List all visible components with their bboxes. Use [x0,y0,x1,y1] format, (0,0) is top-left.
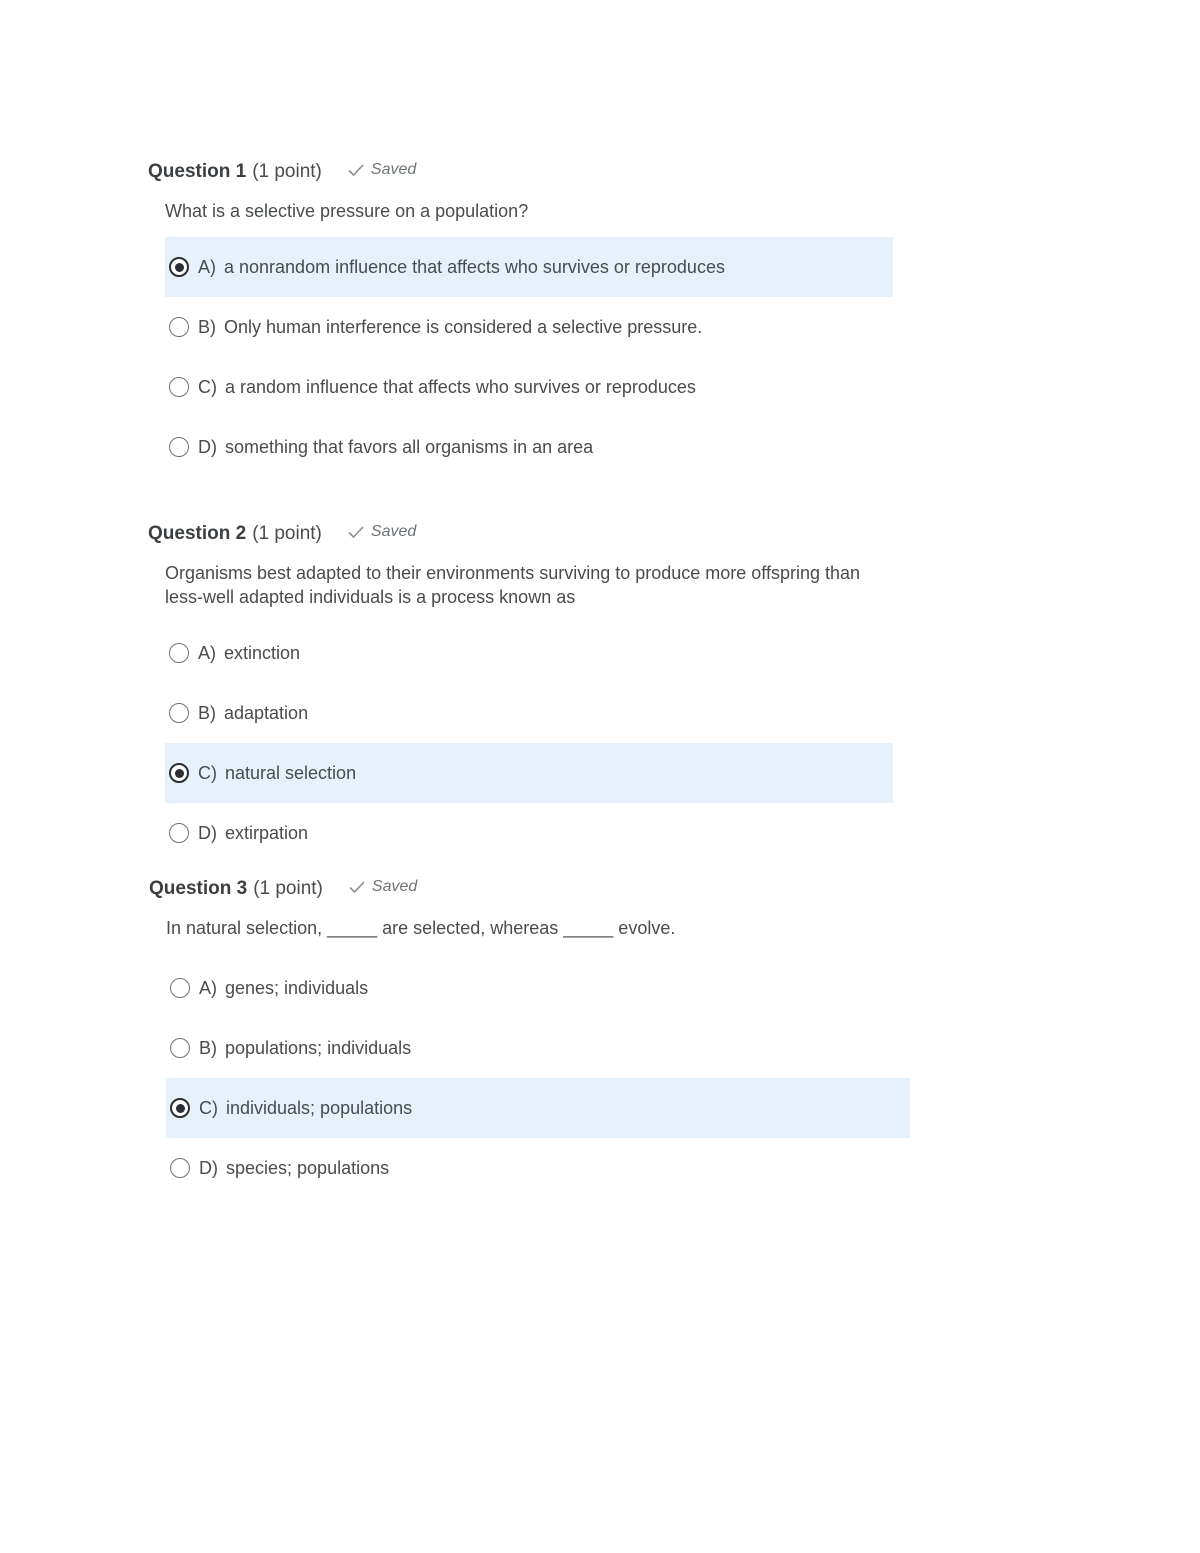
option-letter: D) [198,822,217,843]
saved-label: Saved [370,161,417,178]
option-letter: C) [198,762,217,783]
option-letter: C) [198,376,217,397]
saved-label: Saved [370,523,417,540]
check-icon [348,525,364,539]
radio-icon[interactable] [169,763,189,783]
options-list [165,623,895,863]
option-d[interactable] [166,1138,910,1198]
option-text: genes; individuals [225,977,369,998]
saved-status [349,878,417,896]
option-text: a nonrandom influence that affects who survives or reproduces [224,256,725,277]
saved-status [348,161,416,179]
option-text: Only human interference is considered a selective pressure. [224,316,703,337]
radio-icon[interactable] [169,317,189,337]
question-points: (1 point) [252,161,322,182]
radio-dot [175,769,184,778]
option-text: extinction [224,642,301,663]
option-letter: A) [198,642,216,663]
option-a[interactable] [165,237,893,297]
question-text: In natural selection, _____ are selected, whereas _____ evolve. [166,918,676,938]
option-letter: A) [198,256,216,277]
option-text: a random influence that affects who survives or reproduces [225,376,696,397]
check-icon [348,163,364,177]
option-c[interactable] [166,1078,910,1138]
radio-icon[interactable] [169,377,189,397]
question-title: Question 3 [149,878,248,899]
option-text: individuals; populations [226,1097,413,1118]
question-3 [149,878,910,1198]
option-text: something that favors all organisms in an area [225,436,594,457]
option-text: extirpation [225,822,309,843]
option-letter: D) [198,436,217,457]
radio-dot [176,1104,185,1113]
option-c[interactable] [165,357,893,417]
question-header [148,523,895,549]
saved-label: Saved [371,878,418,895]
radio-icon[interactable] [170,1098,190,1118]
option-letter: C) [199,1097,218,1118]
option-letter: A) [199,977,217,998]
option-b[interactable] [165,683,893,743]
radio-icon[interactable] [169,823,189,843]
option-text: populations; individuals [225,1037,412,1058]
radio-icon[interactable] [170,1158,190,1178]
radio-dot [175,263,184,272]
option-c[interactable] [165,743,893,803]
question-points: (1 point) [252,523,322,544]
question-title: Question 1 [148,161,247,182]
radio-icon[interactable] [169,703,189,723]
options-list [166,958,910,1198]
option-letter: B) [198,316,216,337]
question-header [148,161,895,187]
option-d[interactable] [165,803,893,863]
option-a[interactable] [166,958,910,1018]
options-list [165,237,895,477]
question-text: What is a selective pressure on a population? [165,201,529,221]
radio-icon[interactable] [170,978,190,998]
question-1 [148,161,895,477]
option-letter: B) [198,702,216,723]
option-a[interactable] [165,623,893,683]
option-d[interactable] [165,417,893,477]
radio-icon[interactable] [169,257,189,277]
option-text: adaptation [224,702,309,723]
question-2 [148,523,895,863]
radio-icon[interactable] [170,1038,190,1058]
option-b[interactable] [165,297,893,357]
option-text: natural selection [225,762,357,783]
question-text: Organisms best adapted to their environments surviving to produce more offspring than less-well adapted individuals is a process known as [165,563,861,607]
radio-icon[interactable] [169,643,189,663]
radio-icon[interactable] [169,437,189,457]
question-header [149,878,910,904]
question-title: Question 2 [148,523,247,544]
option-letter: D) [199,1157,218,1178]
option-letter: B) [199,1037,217,1058]
question-points: (1 point) [253,878,323,899]
option-b[interactable] [166,1018,910,1078]
option-text: species; populations [226,1157,390,1178]
check-icon [349,880,365,894]
saved-status [348,523,416,541]
